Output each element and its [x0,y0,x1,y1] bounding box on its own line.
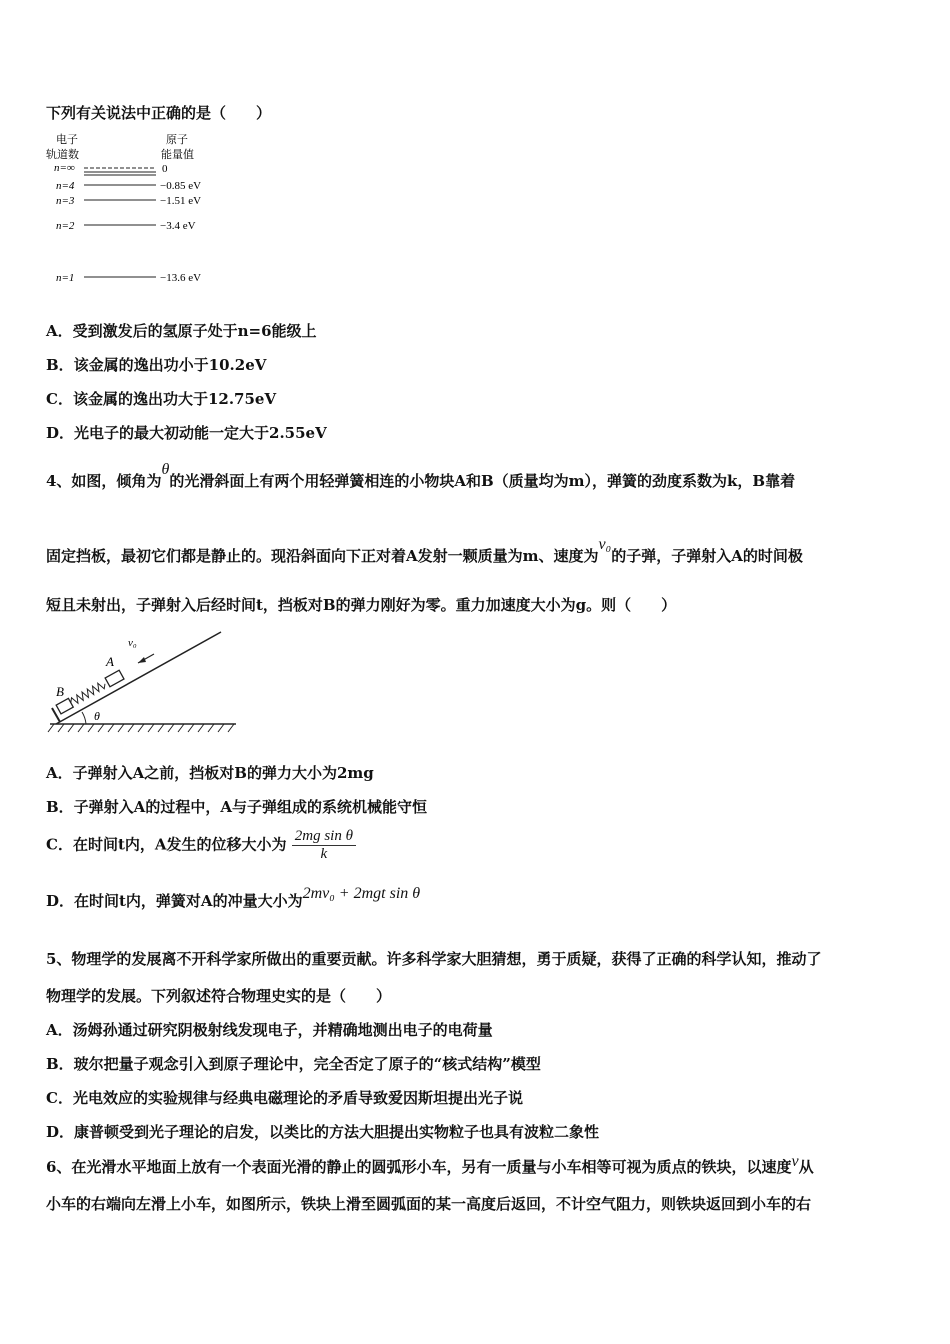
level-2-label: n=2 [56,220,75,232]
spring [69,680,107,706]
fraction [292,828,356,863]
q4-option-b: B．子弹射入A的过程中，A与子弹组成的系统机械能守恒 [46,798,427,816]
theta-symbol: θ [161,461,170,478]
q4-option-a: A．子弹射入A之前，挡板对B的弹力大小为2mg [46,764,374,782]
q6-line1-a: 6、在光滑水平地面上放有一个表面光滑的静止的圆弧形小车，另有一质量与小车相等可视为质点的铁块，以速度 [46,1158,792,1176]
q4-line1-a: 4、如图，倾角为 [46,472,162,490]
q4-line2-a: 固定挡板，最初它们都是静止的。现沿斜面向下正对着A发射一颗质量为m、速度为 [46,547,599,565]
label-theta: θ [94,709,100,723]
q5-option-b: B．玻尔把量子观念引入到原子理论中，完全否定了原子的“核式结构”模型 [46,1055,541,1073]
q3-option-c: C．该金属的逸出功大于12.75eV [46,390,277,408]
q6-line-1 [46,1153,814,1177]
fraction-numerator: 2mg sin θ [292,828,356,846]
label-v0: v₀ [128,637,137,649]
energy-level-diagram [46,130,246,290]
q6-line1-b: 从 [798,1158,814,1176]
q3-option-d: D．光电子的最大初动能一定大于2.55eV [46,424,327,442]
level-4-label: n=4 [56,180,75,192]
level-1-value: −13.6 eV [160,272,202,284]
diagram-col2-label-2: 能量值 [161,149,194,161]
q5-line-2: 物理学的发展。下列叙述符合物理史实的是（ ） [46,987,392,1005]
q4-line-1 [46,461,796,491]
q6-line-2: 小车的右端向左滑上小车，如图所示，铁块上滑至圆弧面的某一高度后返回，不计空气阻力，则铁块返回到小车的右 [46,1195,812,1213]
label-b: B [56,684,64,699]
q3-option-b: B．该金属的逸出功小于10.2eV [46,356,267,374]
q4-line-2 [46,536,803,566]
q4-line-3: 短且未射出，子弹射入后经时间t，挡板对B的弹力刚好为零。重力加速度大小为g。则（ ） [46,596,677,614]
level-1-label: n=1 [56,272,75,284]
v0-symbol: v₀ [598,536,612,553]
q5-line-1: 5、物理学的发展离不开科学家所做出的重要贡献。许多科学家大胆猜想，勇于质疑，获得了正确的科学认知，推动了 [46,950,822,968]
incline-figure [46,628,246,738]
q4-option-d-text: D．在时间t内，弹簧对A的冲量大小为 [46,892,303,910]
q3-option-a: A．受到激发后的氢原子处于n=6能级上 [46,322,317,340]
impulse-expression: 2mv₀ + 2mgt sin θ [302,885,421,902]
level-inf-value: 0 [162,163,168,175]
diagram-col1-label-1: 电子 [56,134,78,146]
level-2-value: −3.4 eV [160,220,196,232]
q4-option-c-text: C．在时间t内，A发生的位移大小为 [46,835,287,854]
q4-option-d [46,885,421,911]
q5-option-a: A．汤姆孙通过研究阴极射线发现电子，并精确地测出电子的电荷量 [46,1021,493,1039]
q5-option-d: D．康普顿受到光子理论的启发，以类比的方法大胆提出实物粒子也具有波粒二象性 [46,1123,600,1141]
incline-surface [56,632,221,724]
level-inf-label: n=∞ [54,162,75,174]
q3-stem: 下列有关说法中正确的是（ ） [46,104,272,122]
v-symbol: v [791,1153,799,1170]
diagram-col2-label-1: 原子 [166,134,188,146]
level-3-label: n=3 [56,195,75,207]
q4-line2-b: 的子弹，子弹射入A的时间极 [611,547,803,565]
level-3-value: −1.51 eV [160,195,202,207]
fraction-denominator: k [320,846,328,862]
q5-option-c: C．光电效应的实验规律与经典电磁理论的矛盾导致爱因斯坦提出光子说 [46,1089,523,1107]
q4-line1-b: 的光滑斜面上有两个用轻弹簧相连的小物块A和B（质量均为m），弹簧的劲度系数为k，B靠着 [169,472,796,490]
q4-option-c [46,828,356,863]
label-a: A [106,654,114,669]
level-4-value: −0.85 eV [160,180,202,192]
block-a [105,670,124,687]
diagram-col1-label-2: 轨道数 [46,149,79,161]
